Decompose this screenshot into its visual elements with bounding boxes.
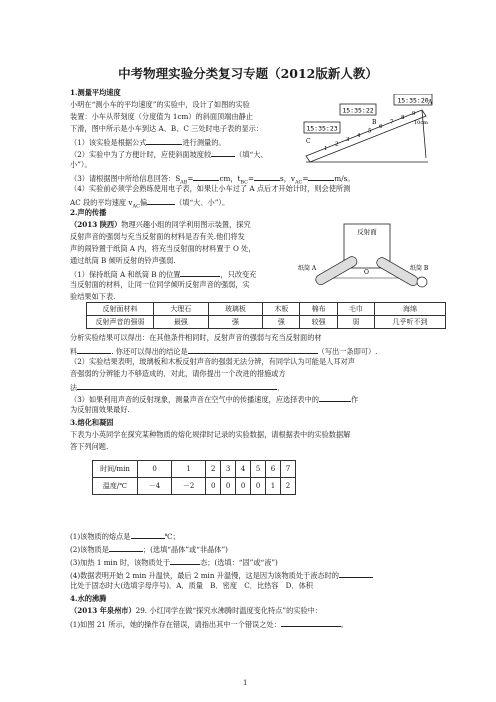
answer-blank bbox=[109, 543, 143, 552]
point-o-label: O bbox=[364, 269, 369, 276]
page-title: 中考物理实验分类复习专题（2012版新人教） bbox=[118, 66, 378, 81]
table-cell: 强 bbox=[263, 316, 300, 329]
timer-a-text: 15:35:20 bbox=[397, 96, 429, 105]
table-cell: 3 bbox=[221, 461, 236, 478]
reflector-label: 反射面 bbox=[357, 228, 377, 236]
analysis-line: 料 . 你还可以得出的结论是 （写出一条即可）. bbox=[70, 347, 378, 356]
paragraph-line: 声的闹铃置于纸筒 A 内，将充当反射面的材料置于 O 处， bbox=[70, 244, 256, 253]
paragraph-line: 下滑，图中所示是小车到达 A、B、C 三处时电子表的显示： bbox=[70, 124, 264, 133]
label-b: B bbox=[372, 119, 377, 126]
table-cell: 0 bbox=[251, 478, 266, 495]
paragraph-line: 当反射面的材料，让同一位同学倾听反射声音的强弱，实 bbox=[70, 280, 250, 289]
incline-figure bbox=[302, 94, 434, 168]
tube-b-label: 纸筒 B bbox=[410, 265, 429, 272]
analysis-line: 分析实验结果可以得出：在其他条件相同时，反射声音的强弱与充当反射面的材 bbox=[70, 333, 322, 342]
table-cell: 较强 bbox=[300, 316, 337, 329]
table-cell: 反射面材料 bbox=[87, 303, 154, 316]
paragraph-line: 反射声音的强弱与充当反射面的材料是否有关.他们将发 bbox=[70, 232, 245, 241]
table-cell: 毛巾 bbox=[337, 303, 374, 316]
timer-c-text: 15:35:23 bbox=[306, 124, 338, 133]
table-cell: 4 bbox=[236, 461, 251, 478]
page-number: 1 bbox=[243, 679, 248, 687]
label-a: A bbox=[428, 99, 433, 106]
question-3: （3）请根据图中所给信息回答：$S_{AB}=$ cm，$t_{BC}= s$，$v_{AC}= m/s$。 bbox=[70, 174, 355, 186]
answer-blank bbox=[254, 172, 280, 181]
section-heading-melting: 3.熔化和凝固 bbox=[70, 418, 114, 427]
answer-blank bbox=[131, 530, 165, 539]
table-cell: 大理石 bbox=[154, 303, 209, 316]
table-cell: 棉布 bbox=[300, 303, 337, 316]
answer-blank bbox=[319, 393, 351, 402]
answer-blank bbox=[170, 556, 200, 565]
question-2-cont: 小”）。 bbox=[70, 160, 92, 169]
table-cell: 海绵 bbox=[375, 303, 446, 316]
unit-label: 10cm bbox=[414, 120, 428, 126]
table-cell: 时间/min bbox=[93, 461, 138, 478]
question-2-cont: 音强弱的分辨能力不够造成的．对此，请你提出一个改进的措施或方 bbox=[70, 369, 286, 378]
table-cell: 反射声音的强弱 bbox=[87, 316, 154, 329]
table-cell: 0 bbox=[221, 478, 236, 495]
ruler-tick-label: 7 bbox=[390, 119, 394, 126]
table-cell: 1 bbox=[266, 478, 281, 495]
ruler-tick-label: 1 bbox=[324, 146, 328, 152]
answer-blank bbox=[146, 136, 182, 145]
melting-table bbox=[92, 460, 296, 495]
ruler-tick-label: 9 bbox=[412, 110, 416, 117]
table-cell: 最强 bbox=[154, 316, 209, 329]
question-1: （1）保持纸筒 A 和纸筒 B 的位置 ，只改变充 bbox=[70, 270, 257, 279]
tube-a bbox=[314, 255, 359, 287]
paragraph-line: 答下列问题. bbox=[70, 442, 109, 451]
question-3-cont: 为反射面效果最好. bbox=[70, 405, 130, 414]
answer-blank bbox=[147, 196, 175, 205]
table-cell: 强 bbox=[208, 316, 263, 329]
table-cell: －2 bbox=[172, 478, 206, 495]
label-c: C bbox=[306, 138, 311, 145]
ruler-tick-label: 6 bbox=[379, 124, 383, 130]
table-cell: 2 bbox=[280, 478, 295, 495]
ruler-tick-label: 8 bbox=[401, 115, 405, 122]
ruler-tick-label: 5 bbox=[368, 128, 372, 135]
paragraph-line: 验结果如下表. bbox=[70, 292, 116, 301]
question-2-cont: 法 ． bbox=[70, 383, 285, 392]
question-2: （2）实验中为了方便计时，应使斜面坡度较 （填“大、 bbox=[70, 150, 268, 159]
table-cell: 1 bbox=[172, 461, 206, 478]
paragraph-line: 下表为小英同学在探究某种物质的熔化规律时记录的实验数据，请根据表中的实验数据解 bbox=[70, 430, 351, 439]
question-1: (1)该物质的熔点是 ℃； bbox=[70, 532, 180, 541]
table-cell: 0 bbox=[206, 478, 221, 495]
table-cell: 6 bbox=[266, 461, 281, 478]
table-cell: 5 bbox=[251, 461, 266, 478]
reflection-figure bbox=[296, 222, 436, 294]
table-cell: 温度/℃ bbox=[93, 478, 138, 495]
listener-head bbox=[417, 277, 427, 287]
table-header-row bbox=[87, 303, 446, 316]
answer-blank bbox=[211, 148, 235, 157]
answer-blank bbox=[77, 381, 277, 390]
question-4: (4)数据表明开始 2 min 升温快，最后 2 min 升温慢，这是因为该物质处于液态时的 bbox=[70, 569, 373, 581]
timer-b-text: 15:35:22 bbox=[342, 106, 374, 115]
question-3: （3）如果利用声音的反射现象，测量声音在空气中的传播速度，应选择表中的 作 bbox=[70, 395, 359, 404]
answer-blank bbox=[308, 172, 334, 181]
table-cell: 玻璃板 bbox=[208, 303, 263, 316]
ruler-tick-label: 2 bbox=[335, 141, 339, 148]
table-row bbox=[93, 461, 296, 478]
answer-blank bbox=[180, 268, 220, 277]
table-cell: 2 bbox=[206, 461, 221, 478]
section-heading-sound: 2.声的传播 bbox=[70, 208, 107, 217]
question-4: （4）实验前必须学会熟练使用电子表，如果让小车过了 A 点后才开始计时，则会使所测 bbox=[70, 184, 351, 193]
table-cell: －4 bbox=[138, 478, 172, 495]
section-heading-speed: 1.测量平均速度 bbox=[70, 88, 121, 97]
answer-blank bbox=[188, 345, 318, 354]
question-4-cont: AC 段的平均速度 $v_{AC}$偏 （填“大、小”）。 bbox=[70, 198, 230, 210]
ruler-tick-label: 3 bbox=[346, 137, 350, 144]
paragraph-line: （2013 陕西）物理兴趣小组的同学利用图示装置，探究 bbox=[70, 220, 251, 229]
table-row bbox=[87, 316, 446, 329]
paragraph-line: 装置：小车从带刻度（分度值为 1cm）的斜面顶端由静止 bbox=[70, 112, 254, 121]
answer-blank bbox=[281, 618, 341, 627]
question-1: (1)如图 21 所示，她的操作存在错误，请指出其中一个错误之处： 。 bbox=[70, 620, 348, 629]
table-cell: 几乎听不到 bbox=[375, 316, 446, 329]
table-cell: 弱 bbox=[337, 316, 374, 329]
question-4-cont: 比处于固态时大(选填字母序号)．A．质量 B．密度 C．比热容 D．体积 bbox=[70, 581, 313, 590]
answer-blank bbox=[77, 345, 111, 354]
question-2: (2)该物质是 ；(选填“晶体”或“非晶体”) bbox=[70, 545, 228, 554]
answer-blank bbox=[339, 569, 373, 578]
question-3: (3)加热 1 min 时，该物质处于 态；(选填：“固”或“液”) bbox=[70, 558, 278, 567]
answer-blank bbox=[193, 172, 219, 181]
paragraph-line: （2013 年泉州市）29. 小红同学在做“探究水沸腾时温度变化特点”的实验中： bbox=[70, 606, 323, 615]
incline-ramp bbox=[306, 110, 426, 162]
paragraph-line: 通过纸筒 B 倾听反射的铃声强弱. bbox=[70, 256, 176, 265]
ruler-tick-label: 4 bbox=[357, 132, 361, 139]
tube-a-label: 纸筒 A bbox=[298, 265, 317, 272]
section-heading-boiling: 4.水的沸腾 bbox=[70, 594, 107, 603]
question-1: （1）该实验是根据公式 进行测量的。 bbox=[70, 138, 226, 147]
table-cell: 0 bbox=[236, 478, 251, 495]
sound-table bbox=[86, 302, 446, 329]
table-cell: 木板 bbox=[263, 303, 300, 316]
table-cell: 7 bbox=[280, 461, 295, 478]
paragraph-line: 小明在“测小车的平均速度”的实验中，设计了如图的实验 bbox=[70, 100, 250, 109]
table-row bbox=[93, 478, 296, 495]
table-cell: 0 bbox=[138, 461, 172, 478]
question-2: （2）实验结果表明，玻璃板和木板反射声音的强弱无法分辨，有同学认为可能是人耳对声 bbox=[70, 357, 355, 366]
